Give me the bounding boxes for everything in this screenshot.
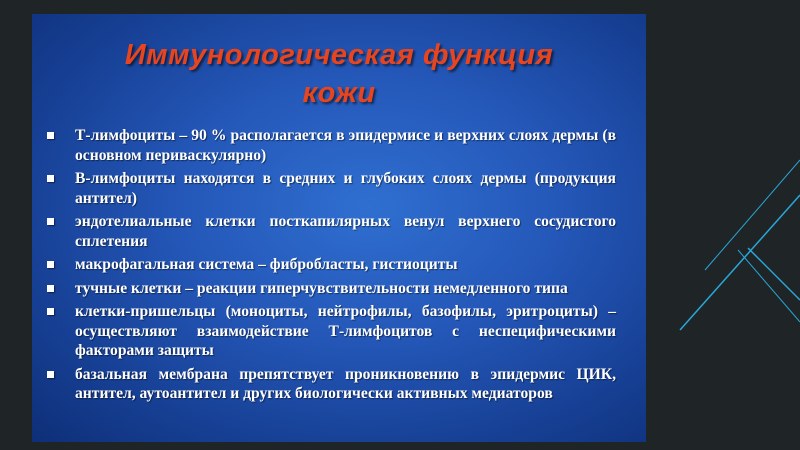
list-item bbox=[42, 169, 616, 208]
slide bbox=[32, 14, 646, 442]
list-item-text: клетки-пришельцы (моноциты, нейтрофилы, базофилы, эритроциты) – осуществляют взаимодействие Т-лимфоцитов с неспецифическими факторами защиты bbox=[75, 303, 616, 359]
slide-title bbox=[32, 36, 646, 112]
square-bullet-icon bbox=[47, 308, 54, 315]
list-item bbox=[42, 212, 616, 251]
bullet-list bbox=[42, 126, 616, 408]
square-bullet-icon bbox=[47, 371, 54, 378]
accent-line bbox=[680, 195, 800, 330]
list-item-text: базальная мембрана препятствует проникновению в эпидермис ЦИК, антител, аутоантител и других биологически активных медиаторов bbox=[75, 365, 616, 402]
list-item-text: В-лимфоциты находятся в средних и глубоких слоях дермы (продукция антител) bbox=[75, 170, 616, 207]
list-item bbox=[42, 365, 616, 404]
list-item bbox=[42, 279, 616, 299]
square-bullet-icon bbox=[47, 218, 54, 225]
list-item bbox=[42, 302, 616, 361]
list-item-text: Т-лимфоциты – 90 % располагается в эпидермисе и верхних слоях дермы (в основном периваскулярно) bbox=[75, 127, 616, 164]
title-line-1: Иммунологическая функция bbox=[124, 39, 554, 71]
list-item bbox=[42, 126, 616, 165]
title-line-2: кожи bbox=[302, 77, 376, 109]
list-item-text: эндотелиальные клетки посткапилярных венул верхнего сосудистого сплетения bbox=[75, 213, 616, 250]
list-item bbox=[42, 255, 616, 275]
square-bullet-icon bbox=[47, 285, 54, 292]
accent-line bbox=[738, 250, 800, 322]
square-bullet-icon bbox=[47, 175, 54, 182]
list-item-text: макрофагальная система – фибробласты, гистиоциты bbox=[75, 256, 458, 273]
square-bullet-icon bbox=[47, 132, 54, 139]
square-bullet-icon bbox=[47, 261, 54, 268]
list-item-text: тучные клетки – реакции гиперчувствительности немедленного типа bbox=[75, 279, 568, 297]
